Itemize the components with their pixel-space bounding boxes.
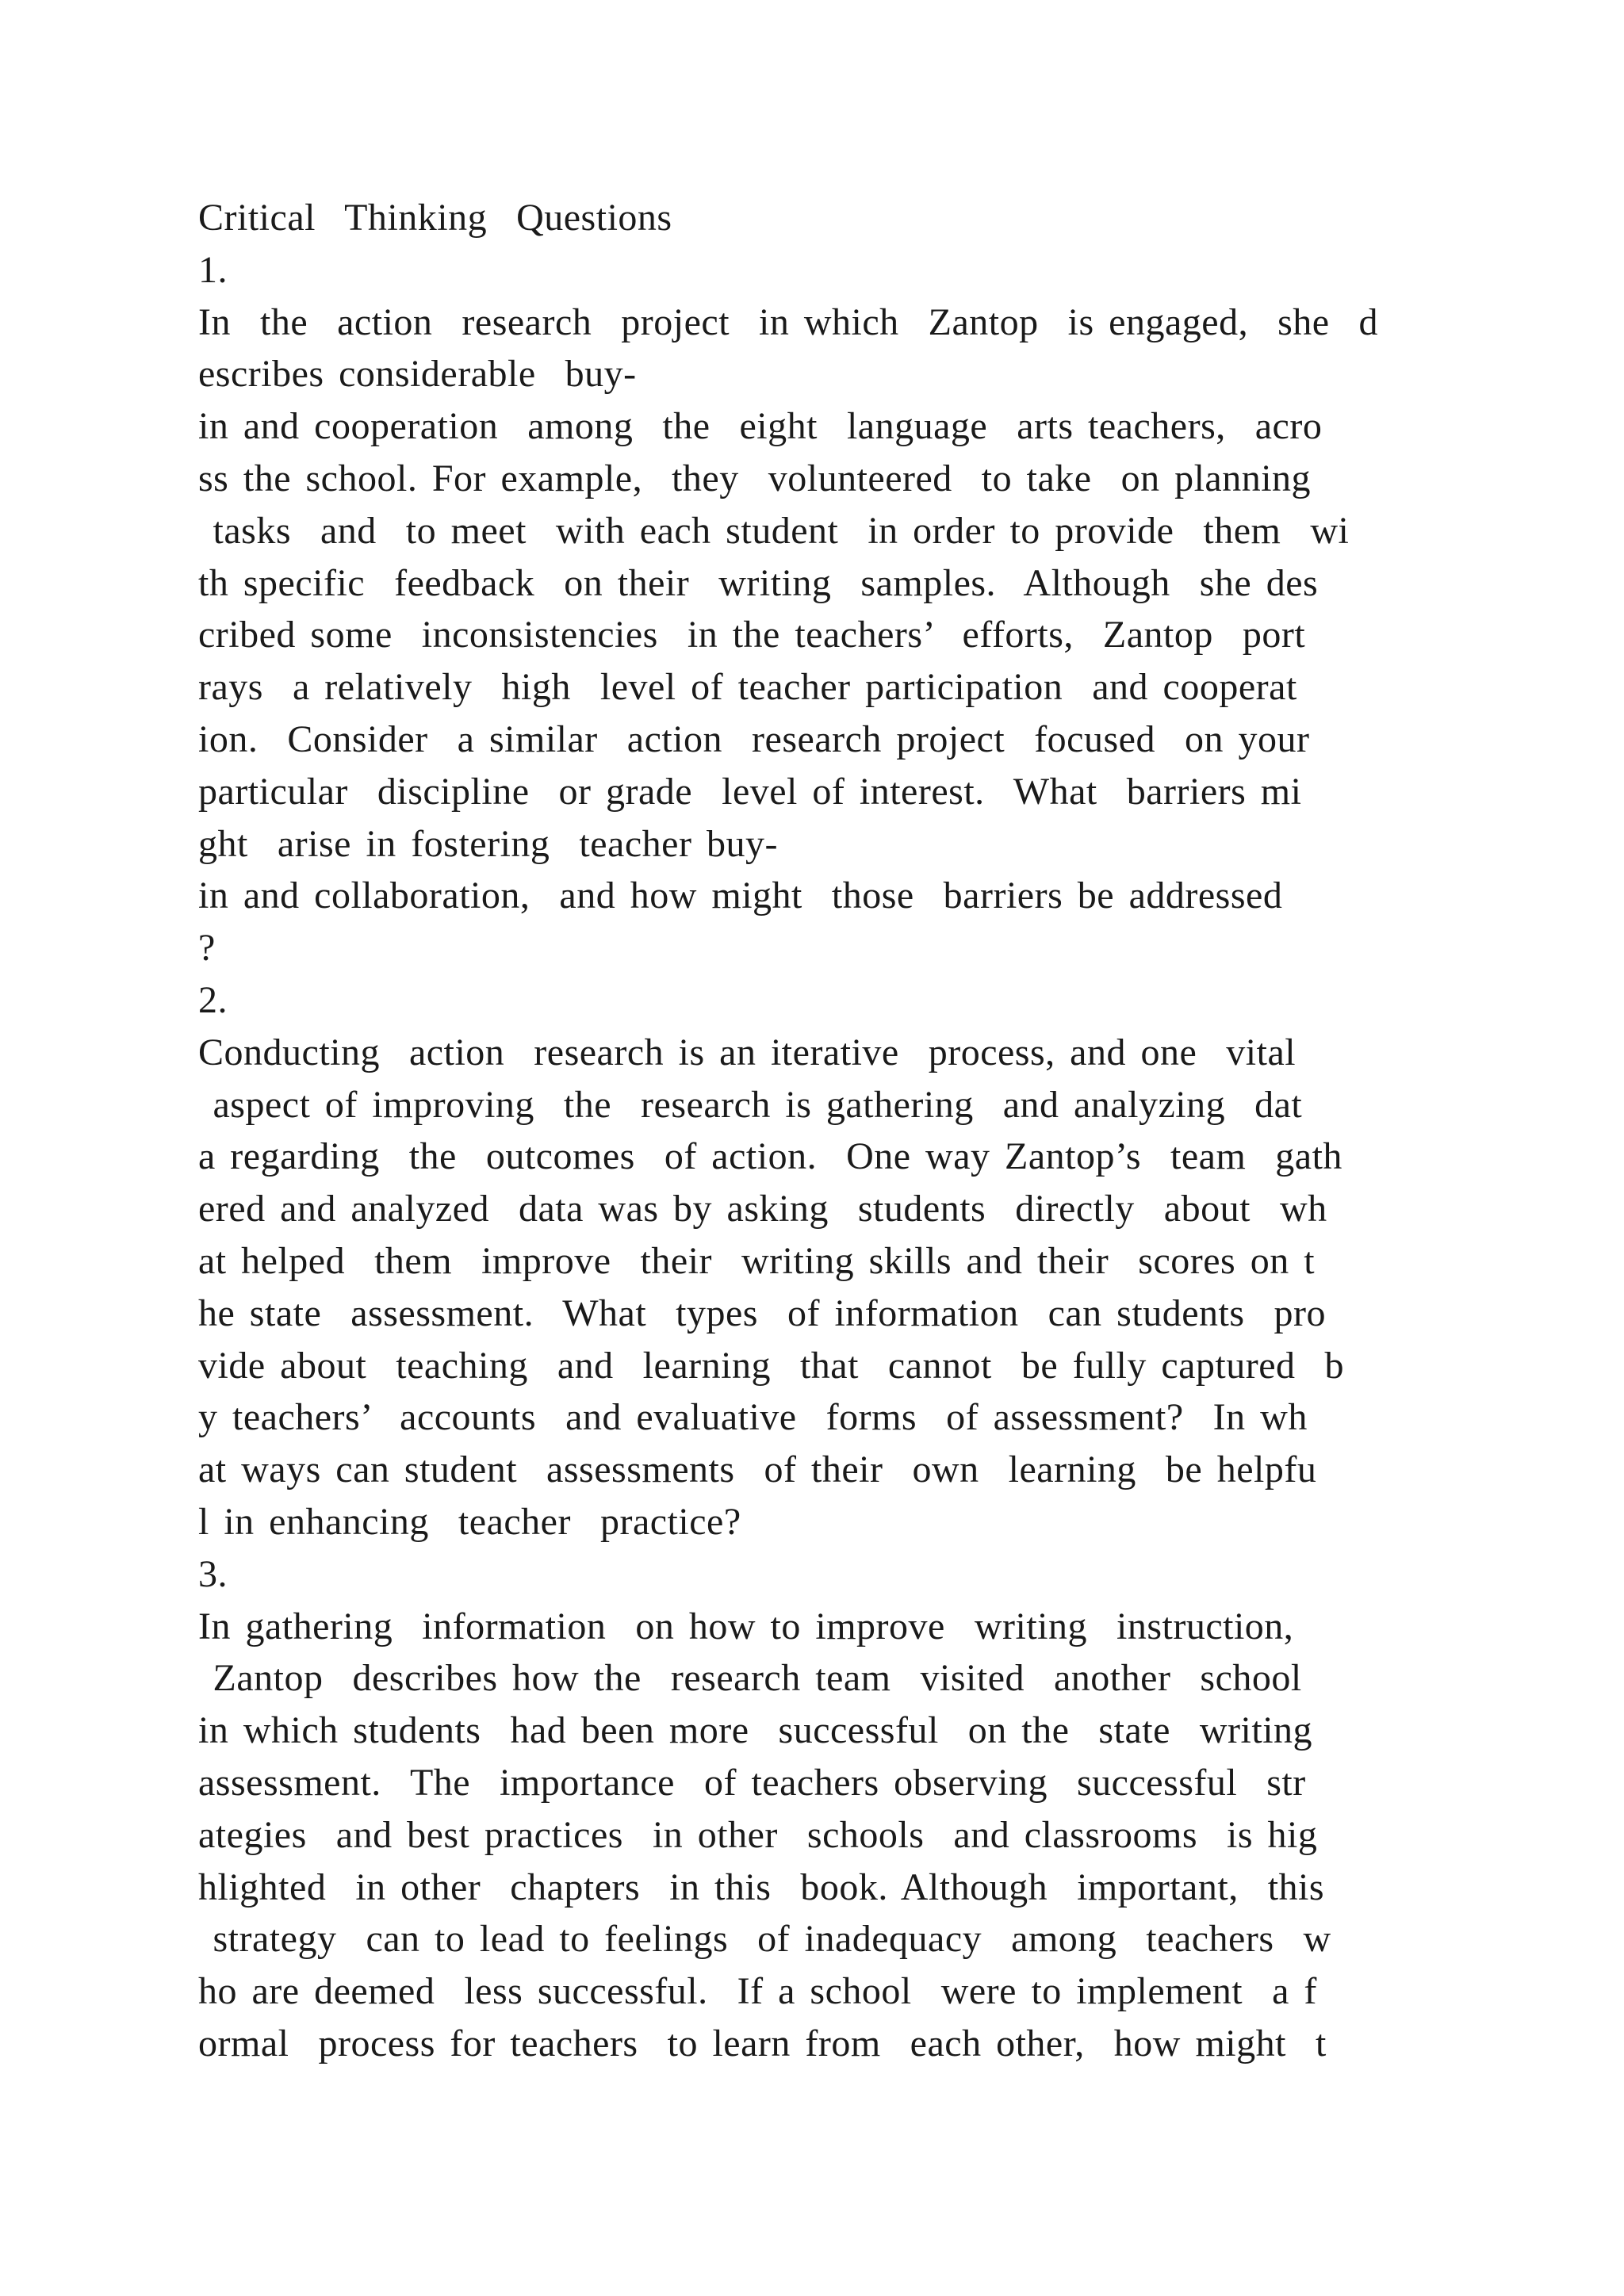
document-text — [198, 192, 1530, 2070]
text-line: tasks and to meet with each student in order to provide them wi — [198, 509, 1350, 552]
text-line: particular discipline or grade level of interest. What barriers mi — [198, 770, 1302, 813]
text-line: rays a relatively high level of teacher participation and cooperat — [198, 666, 1297, 709]
text-line: In gathering information on how to improve writing instruction, — [198, 1605, 1294, 1647]
text-line: l in enhancing teacher practice? — [198, 1500, 741, 1543]
text-line: ? — [198, 927, 216, 970]
text-line: escribes considerable buy- — [198, 353, 637, 396]
text-line: ght arise in fostering teacher buy- — [198, 822, 778, 865]
text-line: vide about teaching and learning that cannot be fully captured b — [198, 1344, 1345, 1387]
text-line: 2. — [198, 978, 228, 1021]
text-line: In the action research project in which Zantop is engaged, she d — [198, 300, 1379, 343]
text-line: y teachers’ accounts and evaluative forms of assessment? In wh — [198, 1396, 1308, 1439]
text-line: ion. Consider a similar action research project focused on your — [198, 718, 1310, 760]
text-line: ss the school. For example, they volunteered to take on planning — [198, 457, 1312, 499]
text-line: 3. — [198, 1552, 228, 1595]
text-line: ategies and best practices in other schools and classrooms is hig — [198, 1813, 1318, 1856]
text-line: a regarding the outcomes of action. One way Zantop’s team gath — [198, 1135, 1342, 1178]
text-line: in and collaboration, and how might those barriers be addressed — [198, 874, 1283, 917]
text-line: ered and analyzed data was by asking students directly about wh — [198, 1188, 1327, 1230]
text-line: assessment. The importance of teachers observing successful str — [198, 1761, 1306, 1804]
text-line: strategy can to lead to feelings of inadequacy among teachers w — [198, 1918, 1331, 1961]
text-line: hlighted in other chapters in this book. Although important, this — [198, 1866, 1325, 1908]
text-line: in which students had been more successful on the state writing — [198, 1709, 1313, 1752]
text-line: cribed some inconsistencies in the teachers’ efforts, Zantop port — [198, 614, 1306, 656]
text-line: Critical Thinking Questions — [198, 197, 672, 239]
text-line: Conducting action research is an iterative process, and one vital — [198, 1031, 1297, 1073]
text-line: he state assessment. What types of information can students pro — [198, 1292, 1326, 1334]
text-line: ormal process for teachers to learn from each other, how might t — [198, 2022, 1327, 2064]
text-line: 1. — [198, 248, 228, 291]
text-line: in and cooperation among the eight language arts teachers, acro — [198, 405, 1323, 448]
text-line: at helped them improve their writing skills and their scores on t — [198, 1239, 1316, 1282]
text-line: Zantop describes how the research team visited another school — [198, 1657, 1302, 1700]
text-line: ho are deemed less successful. If a school were to implement a f — [198, 1970, 1317, 2013]
text-line: at ways can student assessments of their own learning be helpfu — [198, 1448, 1317, 1491]
text-line: aspect of improving the research is gathering and analyzing dat — [198, 1083, 1303, 1126]
text-line: th specific feedback on their writing samples. Although she des — [198, 561, 1319, 604]
